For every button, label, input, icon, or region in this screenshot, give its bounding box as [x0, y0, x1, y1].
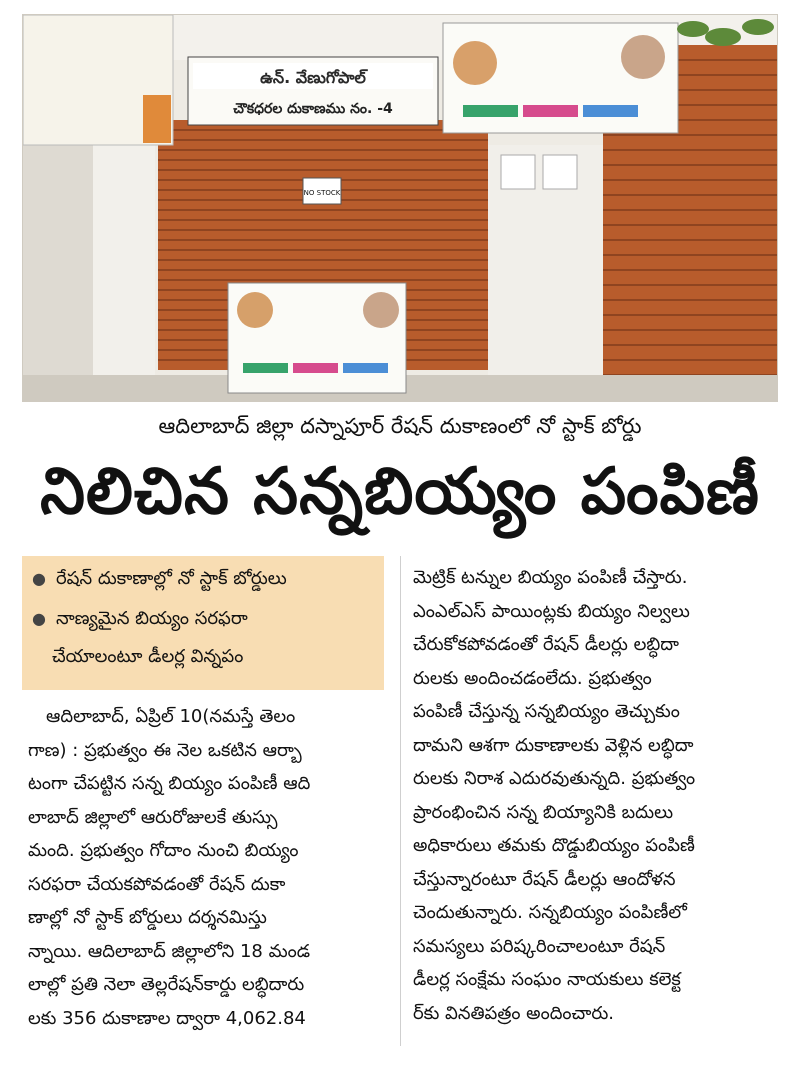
body-line: లాబాద్ జిల్లాలో ఆరురోజులకే తుస్సు: [28, 806, 278, 828]
highlight-text: రేషన్ దుకాణాల్లో నో స్టాక్ బోర్డులు: [55, 568, 287, 589]
body-line: చెందుతున్నారు. సన్నబియ్యం పంపిణీలో: [413, 902, 687, 923]
body-line: మంది. ప్రభుత్వం గోదాం నుంచి బియ్యం: [28, 840, 299, 861]
svg-text:ఉన్. వేణుగోపాల్: ఉన్. వేణుగోపాల్: [260, 68, 366, 87]
body-line: లాల్లో ప్రతి నెలా తెల్లరేషన్‌కార్డు లబ్ధిదారు: [28, 974, 305, 995]
article-body-right: [413, 561, 773, 1030]
highlight-text: నాణ్యమైన బియ్యం సరఫరా: [55, 608, 248, 629]
body-line: రులకు నిరాశ ఎదురవుతున్నది. ప్రభుత్వం: [413, 768, 696, 789]
ration-shop-photo-illustration: [23, 15, 777, 401]
body-line: లకు 356 దుకాణాల ద్వారా 4,062.84: [28, 1007, 306, 1029]
highlight-item: [32, 604, 248, 634]
highlight-item-continued: చేయాలంటూ డీలర్ల విన్నపం: [52, 646, 244, 667]
bullet-icon: ●: [32, 609, 46, 628]
no-stock-sign: [303, 178, 341, 204]
body-line: మెట్రిక్ టన్నుల బియ్యం పంపిణీ చేస్తారు.: [413, 567, 688, 588]
highlights-box: [22, 556, 384, 690]
headline: నిలిచిన సన్నబియ్యం పంపిణీ: [40, 455, 760, 529]
body-line: ర్‌కు వినతిపత్రం అందించారు.: [413, 1002, 615, 1024]
body-line: అధికారులు తమకు దొడ్డుబియ్యం పంపిణీ: [413, 835, 695, 856]
body-line: ఎంఎల్ఎస్ పాయింట్లకు బియ్యం నిల్వలు: [413, 600, 690, 622]
body-line: చేస్తున్నారంటూ రేషన్ డీలర్లు ఆందోళన: [413, 868, 676, 890]
body-line: న్నాయి. ఆదిలాబాద్ జిల్లాలోని 18 మండ: [28, 940, 311, 962]
svg-text:చౌకధరల దుకాణము నం. -4: చౌకధరల దుకాణము నం. -4: [233, 101, 393, 117]
body-line: పంపిణీ చేస్తున్న సన్నబియ్యం తెచ్చుకుం: [413, 701, 680, 722]
body-line: గాణ) : ప్రభుత్వం ఈ నెల ఒకటిన ఆర్బా: [28, 739, 302, 761]
shop-name-board: [188, 57, 438, 125]
news-photo: [22, 14, 778, 402]
floor-placard: [228, 283, 406, 393]
body-line: ణాల్లో నో స్టాక్ బోర్డులు దర్శనమిస్తు: [28, 907, 267, 928]
body-line: ప్రారంభించిన సన్న బియ్యానికి బదులు: [413, 801, 674, 823]
body-line: సరఫరా చేయకపోవడంతో రేషన్ దుకా: [28, 873, 286, 895]
body-line: సమస్యలు పరిష్కరించాలంటూ రేషన్: [413, 935, 666, 957]
government-banner: [443, 23, 678, 133]
body-line: దామని ఆశగా దుకాణాలకు వెళ్లిన లబ్ధిదా: [413, 734, 694, 756]
body-line: చేరుకోకపోవడంతో రేషన్ డీలర్లు లబ్ధిదా: [413, 634, 679, 655]
svg-text:NO STOCK: NO STOCK: [303, 189, 341, 197]
bullet-icon: ●: [32, 569, 46, 588]
photo-caption: ఆదిలాబాద్ జిల్లా దస్నాపూర్ రేషన్ దుకాణంలో నో స్టాక్ బోర్డు: [158, 414, 642, 438]
highlight-item: [32, 564, 287, 594]
body-line: టంగా చేపట్టిన సన్న బియ్యం పంపిణీ ఆది: [28, 773, 311, 794]
body-line: డీలర్ల సంక్షేమ సంఘం నాయకులు కలెక్ట: [413, 969, 681, 990]
body-line: రులకు అందించడంలేదు. ప్రభుత్వం: [413, 667, 652, 689]
column-divider: [400, 556, 401, 1046]
body-line: ఆదిలాబాద్, ఏప్రిల్ 10(నమస్తే తెలం: [46, 706, 296, 727]
article-body-left: [28, 700, 388, 1035]
